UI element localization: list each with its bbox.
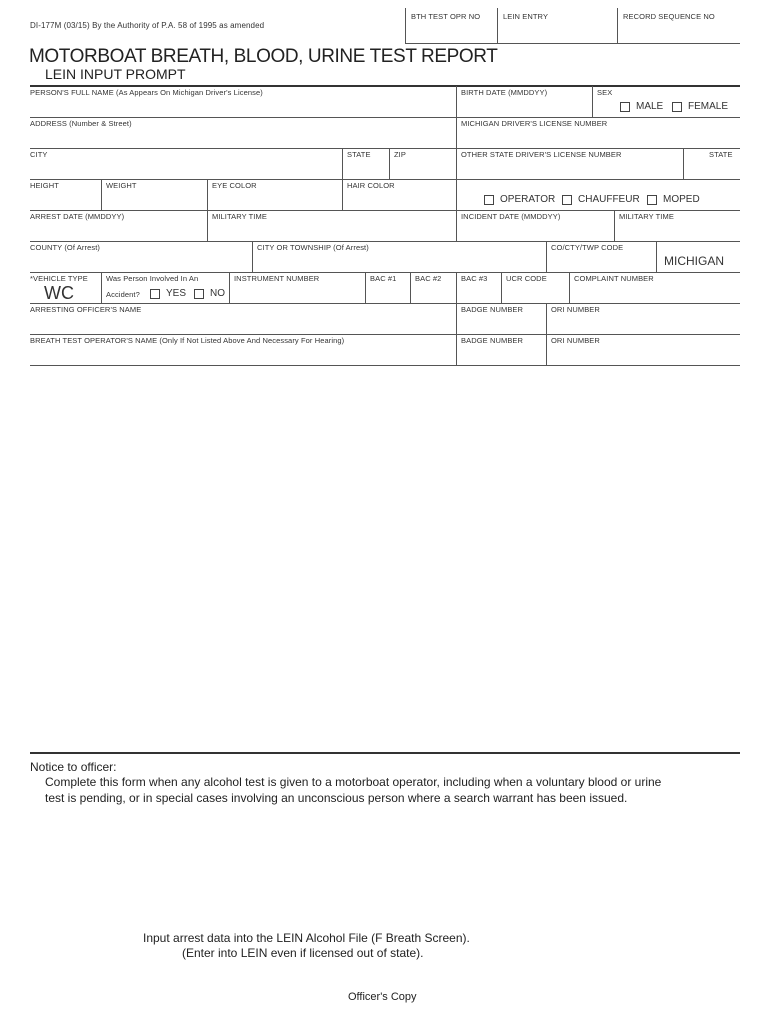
sex-label: SEX: [597, 88, 613, 97]
lein-input-note: (Enter into LEIN even if licensed out of state).: [182, 946, 424, 960]
weight-label: WEIGHT: [106, 181, 137, 190]
ori-number-label-2: ORI NUMBER: [551, 336, 600, 345]
bac1-label: BAC #1: [370, 274, 397, 283]
notice-heading: Notice to officer:: [30, 760, 117, 774]
bac3-label: BAC #3: [461, 274, 488, 283]
zip-label: ZIP: [394, 150, 406, 159]
mi-license-label: MICHIGAN DRIVER'S LICENSE NUMBER: [461, 119, 608, 128]
other-state-label: STATE: [709, 150, 733, 159]
vehicle-type-value: WC: [44, 283, 74, 303]
badge-number-label-1: BADGE NUMBER: [461, 305, 524, 314]
city-label: CITY: [30, 150, 48, 159]
hair-color-label: HAIR COLOR: [347, 181, 395, 190]
breath-operator-label: BREATH TEST OPERATOR'S NAME (Only If Not Listed Above And Necessary For Hearing): [30, 336, 345, 345]
chauffeur-checkbox[interactable]: CHAUFFEUR: [562, 194, 640, 205]
accident-yes-checkbox[interactable]: YES: [150, 288, 186, 299]
military-time-label-1: MILITARY TIME: [212, 212, 267, 221]
michigan-state-value: MICHIGAN: [664, 254, 724, 268]
notice-line-1: Complete this form when any alcohol test is given to a motorboat operator, including when a voluntary blood or urine: [45, 775, 662, 789]
other-license-label: OTHER STATE DRIVER'S LICENSE NUMBER: [461, 150, 622, 159]
female-checkbox[interactable]: FEMALE: [672, 101, 728, 112]
page-subtitle: LEIN INPUT PROMPT: [45, 66, 186, 82]
page-title: MOTORBOAT BREATH, BLOOD, URINE TEST REPORT: [29, 46, 498, 67]
state-label: STATE: [347, 150, 371, 159]
vehicle-type-label: *VEHICLE TYPE: [30, 274, 88, 283]
operator-checkbox[interactable]: OPERATOR: [484, 194, 555, 205]
birth-date-label: BIRTH DATE (MMDDYY): [461, 88, 548, 97]
full-name-label: PERSON'S FULL NAME (As Appears On Michigan Driver's License): [30, 88, 263, 97]
arrest-date-label: ARREST DATE (MMDDYY): [30, 212, 125, 221]
ori-number-label-1: ORI NUMBER: [551, 305, 600, 314]
accident-question-label: Was Person Involved In An: [106, 274, 199, 283]
city-township-label: CITY OR TOWNSHIP (Of Arrest): [257, 243, 369, 252]
badge-number-label-2: BADGE NUMBER: [461, 336, 524, 345]
incident-date-label: INCIDENT DATE (MMDDYY): [461, 212, 561, 221]
record-sequence-no-label: RECORD SEQUENCE NO: [623, 12, 715, 21]
co-cty-twp-code-label: CO/CTY/TWP CODE: [551, 243, 624, 252]
complaint-number-label: COMPLAINT NUMBER: [574, 274, 654, 283]
notice-line-2: test is pending, or in special cases involving an unconscious person where a search warrant has been issued.: [45, 791, 628, 805]
accident-question-label-2: Accident?: [106, 290, 140, 299]
copy-designation: Officer's Copy: [348, 991, 417, 1003]
height-label: HEIGHT: [30, 181, 59, 190]
bth-test-opr-no-label: BTH TEST OPR NO: [411, 12, 481, 21]
lein-entry-label: LEIN ENTRY: [503, 12, 549, 21]
moped-checkbox[interactable]: MOPED: [647, 194, 700, 205]
military-time-label-2: MILITARY TIME: [619, 212, 674, 221]
male-checkbox[interactable]: MALE: [620, 101, 663, 112]
bac2-label: BAC #2: [415, 274, 442, 283]
address-label: ADDRESS (Number & Street): [30, 119, 132, 128]
instrument-number-label: INSTRUMENT NUMBER: [234, 274, 320, 283]
lein-input-instruction: Input arrest data into the LEIN Alcohol File (F Breath Screen).: [143, 931, 470, 945]
eye-color-label: EYE COLOR: [212, 181, 257, 190]
ucr-code-label: UCR CODE: [506, 274, 547, 283]
arresting-officer-label: ARRESTING OFFICER'S NAME: [30, 305, 142, 314]
county-label: COUNTY (Of Arrest): [30, 243, 100, 252]
form-id: DI-177M (03/15) By the Authority of P.A. 58 of 1995 as amended: [30, 21, 265, 30]
accident-no-checkbox[interactable]: NO: [194, 288, 225, 299]
